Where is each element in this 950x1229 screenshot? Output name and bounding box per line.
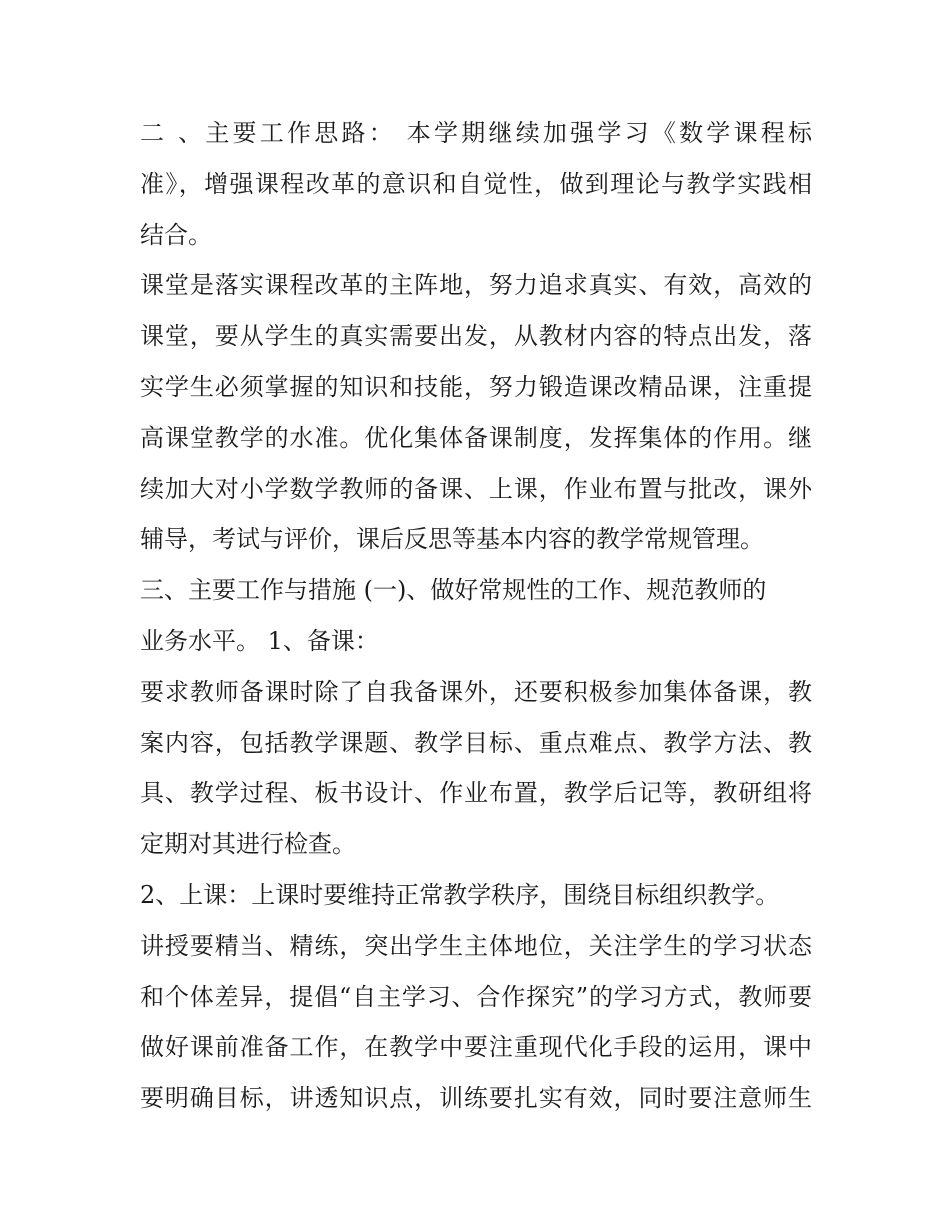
text-line-17: 讲授要精当、精练，突出学生主体地位，关注学生的学习状态 xyxy=(140,931,812,960)
text-line-3: 结合。 xyxy=(140,220,212,249)
text-line-13: 案内容，包括教学课题、教学目标、重点难点、教学方法、教 xyxy=(140,728,812,757)
document-body xyxy=(140,108,812,1124)
text-line-12: 要求教师备课时除了自我备课外，还要积极参加集体备课，教 xyxy=(140,677,812,706)
text-line-6: 实学生必须掌握的知识和技能，努力锻造课改精品课，注重提 xyxy=(140,372,812,401)
text-line-9: 辅导，考试与评价，课后反思等基本内容的教学常规管理。 xyxy=(140,525,764,554)
text-line-18: 和个体差异，提倡“自主学习、合作探究”的学习方式，教师要 xyxy=(140,982,812,1011)
text-line-16: 2、上课：上课时要维持正常教学秩序，围绕目标组织教学。 xyxy=(140,880,780,909)
text-line-2: 准》，增强课程改革的意识和自觉性，做到理论与教学实践相 xyxy=(140,169,812,198)
text-line-20: 要明确目标，讲透知识点，训练要扎实有效，同时要注意师生 xyxy=(140,1084,812,1113)
text-line-7: 高课堂教学的水准。优化集体备课制度，发挥集体的作用。继 xyxy=(140,423,812,452)
text-line-14: 具、教学过程、板书设计、作业布置，教学后记等，教研组将 xyxy=(140,779,812,808)
text-line-8: 续加大对小学数学教师的备课、上课，作业布置与批改，课外 xyxy=(140,474,812,503)
text-line-4: 课堂是落实课程改革的主阵地，努力追求真实、有效，高效的 xyxy=(140,271,812,300)
text-line-10: 三、主要工作与措施 (一)、做好常规性的工作、规范教师的 xyxy=(140,576,767,605)
text-line-15: 定期对其进行检查。 xyxy=(140,830,356,859)
text-line-11: 业务水平。 1、备课： xyxy=(140,626,379,655)
text-line-1: 二 、主要工作思路： 本学期继续加强学习《数学课程标 xyxy=(140,119,812,147)
text-line-5: 课堂，要从学生的真实需要出发，从教材内容的特点出发，落 xyxy=(140,322,812,351)
text-line-19: 做好课前准备工作，在教学中要注重现代化手段的运用，课中 xyxy=(140,1033,812,1062)
